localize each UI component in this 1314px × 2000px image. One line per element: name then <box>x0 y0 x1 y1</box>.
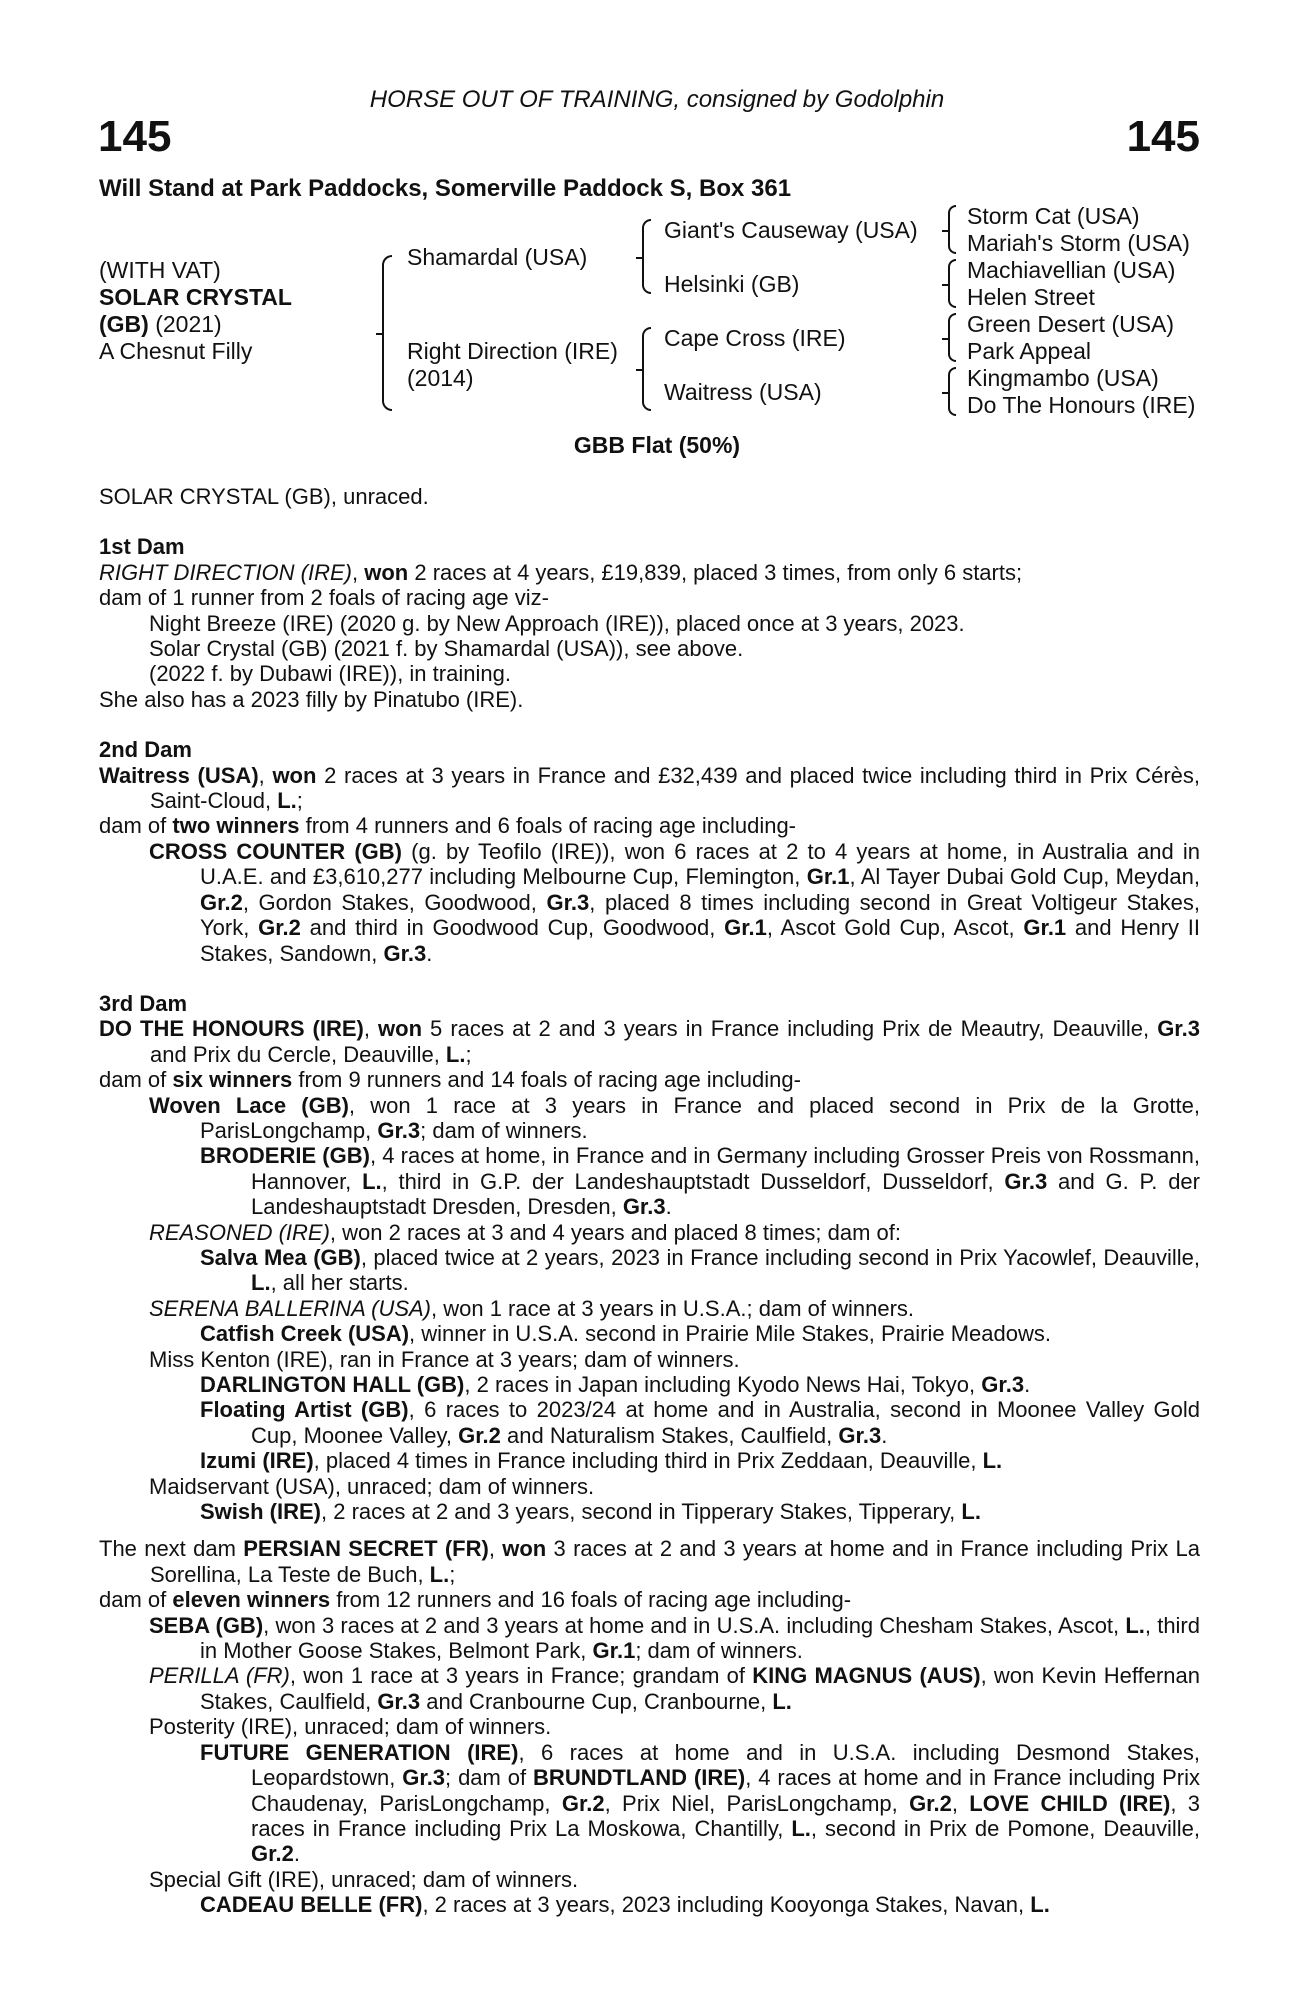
pedigree-paragraph <box>99 1448 1200 1473</box>
text: , winner in U.S.A. second in Prairie Mile Stakes, Prairie Meadows. <box>409 1321 1051 1347</box>
pedigree-dam-name: Right Direction (IRE) <box>407 338 618 364</box>
pedigree-gen3-5: Green Desert (USA) <box>967 311 1175 337</box>
bold-text: Gr.3 <box>1004 1168 1048 1194</box>
pedigree-gen2-3: Cape Cross (IRE) <box>664 325 846 351</box>
pedigree-gen3-1: Storm Cat (USA) <box>967 203 1140 229</box>
pedigree-paragraph <box>99 661 1200 686</box>
pedigree-gen3-4: Helen Street <box>967 284 1095 310</box>
pedigree-paragraph <box>99 1372 1200 1397</box>
text: 2 races at 3 years in France and £32,439 and placed twice including third in Prix Cérès, Saint-Cloud, <box>150 762 1200 814</box>
pedigree-paragraph <box>99 1143 1200 1219</box>
pedigree-paragraph <box>99 611 1200 636</box>
pedigree-gen2-2: Helsinki (GB) <box>664 271 800 297</box>
italic-text: RIGHT DIRECTION (IRE) <box>99 559 352 585</box>
bold-text: won <box>502 1536 547 1562</box>
bold-text: Gr.2 <box>258 915 301 941</box>
text: , Al Tayer Dubai Gold Cup, Meydan, <box>849 864 1200 890</box>
text: , placed 8 times including second in Great Voltigeur Stakes, York, <box>200 889 1200 941</box>
pedigree-paragraph <box>99 1714 1200 1739</box>
text: , third in Mother Goose Stakes, Belmont Park, <box>200 1612 1200 1664</box>
text: 2nd Dam <box>99 737 192 763</box>
pedigree-paragraph <box>99 1321 1200 1346</box>
pedigree-paragraph <box>99 1245 1200 1296</box>
italic-text: SERENA BALLERINA (USA) <box>149 1295 432 1321</box>
bold-text: CROSS COUNTER (GB) <box>149 838 402 864</box>
text: Posterity (IRE), unraced; dam of winners. <box>149 1714 552 1740</box>
pedigree-paragraph <box>99 1220 1200 1245</box>
pedigree-paragraph <box>99 1296 1200 1321</box>
bold-text: Floating Artist (GB) <box>200 1397 409 1423</box>
pedigree-paragraph <box>99 1016 1200 1067</box>
text: 3rd Dam <box>99 990 188 1016</box>
text: and Cranbourne Cup, Cranbourne, <box>420 1688 773 1714</box>
pedigree-gen3-3: Machiavellian (USA) <box>967 257 1176 283</box>
text: , 2 races at 3 years, 2023 including Kooyonga Stakes, Navan, <box>422 1892 1031 1918</box>
bold-text: L. <box>1030 1892 1050 1918</box>
bold-text: Gr.2 <box>909 1790 952 1816</box>
pedigree-paragraph <box>99 1093 1200 1144</box>
pedigree-gen3-7: Kingmambo (USA) <box>967 365 1159 391</box>
text: , <box>363 1016 379 1042</box>
vat-note: (WITH VAT) <box>99 257 221 283</box>
bold-text: Gr.3 <box>838 1422 882 1448</box>
text: , <box>352 559 365 585</box>
bold-text: Salva Mea (GB) <box>200 1244 361 1270</box>
pedigree-paragraph <box>99 1587 1200 1612</box>
bold-text: Gr.3 <box>546 889 590 915</box>
bold-text: Gr.2 <box>458 1422 501 1448</box>
bold-text: DO THE HONOURS (IRE) <box>99 1016 364 1042</box>
text: , won 1 race at 3 years in U.S.A.; dam of winners. <box>431 1295 915 1321</box>
bold-text: Gr.1 <box>724 915 767 941</box>
bold-text: SEBA (GB) <box>149 1612 264 1638</box>
text: Miss Kenton (IRE), ran in France at 3 years; dam of winners. <box>149 1346 740 1372</box>
text: and G. P. der Landeshauptstadt Dresden, Dresden, <box>251 1168 1200 1220</box>
bold-text: Gr.2 <box>561 1790 605 1816</box>
bold-text: Gr.3 <box>622 1194 666 1220</box>
bold-text: two winners <box>172 813 300 839</box>
bold-text: Gr.2 <box>251 1841 294 1867</box>
pedigree-paragraph <box>99 839 1200 966</box>
text: , <box>951 1790 970 1816</box>
pedigree-paragraph <box>99 585 1200 610</box>
text: ; dam of <box>445 1765 534 1791</box>
bold-text: Izumi (IRE) <box>200 1448 314 1474</box>
text: dam of <box>99 813 173 839</box>
bold-text: FUTURE GENERATION (IRE) <box>200 1739 519 1765</box>
bold-text: L. <box>791 1815 811 1841</box>
text: , placed twice at 2 years, 2023 in France including second in Prix Yacowlef, Deauville, <box>360 1244 1200 1270</box>
text: , 2 races at 2 and 3 years, second in Tipperary Stakes, Tipperary, <box>321 1499 962 1525</box>
pedigree-paragraph <box>99 1740 1200 1867</box>
text: dam of <box>99 1587 173 1613</box>
pedigree-gen2-4: Waitress (USA) <box>664 379 822 405</box>
bold-text: L. <box>277 788 297 814</box>
text: . <box>426 940 433 966</box>
bold-text: BRODERIE (GB) <box>200 1143 370 1169</box>
bold-text: Swish (IRE) <box>200 1499 322 1525</box>
text: , won 2 races at 3 and 4 years and placed 8 times; dam of: <box>329 1219 902 1245</box>
bold-text: won <box>272 762 317 788</box>
section-heading <box>99 737 1200 762</box>
text: Maidservant (USA), unraced; dam of winners. <box>149 1473 595 1499</box>
text: and Prix du Cercle, Deauville, <box>150 1041 446 1067</box>
text: and Henry II Stakes, Sandown, <box>200 915 1200 966</box>
brace-icon <box>948 313 956 362</box>
bold-text: L. <box>961 1499 981 1525</box>
pedigree-gen2-1: Giant's Causeway (USA) <box>664 217 918 243</box>
text: , Ascot Gold Cup, Ascot, <box>766 915 1024 941</box>
text: Night Breeze (IRE) (2020 g. by New Approach (IRE)), placed once at 3 years, 2023. <box>149 610 965 636</box>
text: ; <box>296 788 303 814</box>
bold-text: won <box>364 559 409 585</box>
bold-text: Waitress (USA) <box>99 762 259 788</box>
bold-text: won <box>378 1016 423 1042</box>
text: from 9 runners and 14 foals of racing age including- <box>292 1067 801 1093</box>
pedigree-gen3-2: Mariah's Storm (USA) <box>967 230 1190 256</box>
horse-origin: (GB) <box>99 311 149 337</box>
text: SOLAR CRYSTAL (GB), unraced. <box>99 484 429 509</box>
bold-text: DARLINGTON HALL (GB) <box>200 1372 465 1397</box>
brace-icon <box>948 259 956 308</box>
brace-icon <box>948 367 956 416</box>
bold-text: PERSIAN SECRET (FR) <box>243 1536 489 1562</box>
bold-text: L. <box>982 1448 1003 1474</box>
bold-text: L. <box>1125 1612 1145 1638</box>
bold-text: L. <box>429 1561 450 1587</box>
pedigree-paragraph <box>99 1067 1200 1092</box>
catalogue-body <box>99 484 1200 1918</box>
pedigree-paragraph <box>99 1474 1200 1499</box>
text: from 4 runners and 6 foals of racing age including- <box>299 813 797 839</box>
horse-description: A Chesnut Filly <box>99 338 253 364</box>
horse-year: (2021) <box>155 311 222 337</box>
text: dam of 1 runner from 2 foals of racing age viz- <box>99 585 549 611</box>
bold-text: Woven Lace (GB) <box>149 1092 349 1118</box>
brace-icon <box>382 255 392 411</box>
bold-text: Catfish Creek (USA) <box>200 1321 410 1347</box>
pedigree-paragraph <box>99 636 1200 661</box>
bold-text: Gr.3 <box>1157 1016 1200 1042</box>
pedigree-paragraph <box>99 560 1200 585</box>
bold-text: KING MAGNUS (AUS) <box>752 1663 981 1689</box>
text: , won 3 races at 2 and 3 years at home and in U.S.A. including Chesham Stakes, Ascot, <box>263 1612 1126 1638</box>
pedigree-dam <box>407 338 618 392</box>
text: 2 races at 4 years, £19,839, placed 3 times, from only 6 starts; <box>408 559 1023 585</box>
lot-number-right: 145 <box>1126 112 1200 161</box>
text: Special Gift (IRE), unraced; dam of winners. <box>149 1866 579 1892</box>
text: ; <box>449 1561 456 1587</box>
bold-text: L. <box>772 1688 792 1714</box>
bold-text: L. <box>445 1041 466 1067</box>
text: from 12 runners and 16 foals of racing age including- <box>330 1587 852 1613</box>
bold-text: six winners <box>172 1067 293 1093</box>
text: 3 races at 2 and 3 years at home and in France including Prix La Sorellina, La Teste de Buch, <box>150 1536 1200 1587</box>
horse-info <box>99 257 292 365</box>
text: dam of <box>99 1067 173 1093</box>
pedigree-gen3-8: Do The Honours (IRE) <box>967 392 1196 418</box>
text: , won Kevin Heffernan Stakes, Caulfield, <box>200 1663 1200 1714</box>
pedigree-paragraph <box>99 1499 1200 1524</box>
text: (2022 f. by Dubawi (IRE)), in training. <box>149 661 511 687</box>
text: , Gordon Stakes, Goodwood, <box>242 889 547 915</box>
text: ; dam of winners. <box>635 1638 803 1664</box>
bold-text: Gr.1 <box>806 864 850 890</box>
text: , <box>488 1536 503 1562</box>
bold-text: LOVE CHILD (IRE) <box>969 1790 1171 1816</box>
text: , 2 races in Japan including Kyodo News Hai, Tokyo, <box>464 1372 982 1397</box>
text: 1st Dam <box>99 534 185 560</box>
pedigree-paragraph <box>99 687 1200 712</box>
bold-text: eleven winners <box>172 1587 331 1613</box>
text: and Naturalism Stakes, Caulfield, <box>500 1422 839 1448</box>
pedigree-paragraph <box>99 484 1200 509</box>
section-heading <box>99 991 1200 1016</box>
bold-text: Gr.3 <box>383 940 427 966</box>
text: , placed 4 times in France including third in Prix Zeddaan, Deauville, <box>313 1448 983 1474</box>
text: (g. by Teofilo (IRE)), won 6 races at 2 to 4 years at home, in Australia and in U.A.E. and £3,610,277 including Melbourne Cup, Flemington, <box>200 838 1200 890</box>
text: , <box>258 762 273 788</box>
bold-text: Gr.2 <box>200 889 243 915</box>
pedigree-paragraph <box>99 763 1200 814</box>
text: and third in Goodwood Cup, Goodwood, <box>300 915 725 941</box>
italic-text: REASONED (IRE) <box>149 1219 330 1245</box>
lot-number-left: 145 <box>98 112 172 161</box>
text: . <box>1024 1372 1031 1397</box>
pedigree-paragraph <box>99 813 1200 838</box>
pedigree-paragraph <box>99 1347 1200 1372</box>
pedigree-paragraph <box>99 1867 1200 1892</box>
pedigree-sire: Shamardal (USA) <box>407 244 588 270</box>
italic-text: PERILLA (FR) <box>149 1663 290 1689</box>
text: 5 races at 2 and 3 years in France including Prix de Meautry, Deauville, <box>422 1016 1158 1042</box>
pedigree-gen3-6: Park Appeal <box>967 338 1092 364</box>
pedigree-paragraph <box>99 1613 1200 1664</box>
brace-icon <box>642 219 651 294</box>
brace-icon <box>948 205 956 254</box>
text: , all her starts. <box>270 1270 409 1296</box>
text: . <box>665 1194 672 1220</box>
horse-name: SOLAR CRYSTAL <box>99 284 292 310</box>
text: , won 1 race at 3 years in France; grandam of <box>289 1663 753 1689</box>
text: The next dam <box>99 1536 244 1562</box>
pedigree-paragraph <box>99 1892 1200 1917</box>
pedigree-paragraph <box>99 1663 1200 1714</box>
bold-text: L. <box>362 1168 382 1194</box>
text: , won 1 race at 3 years in France and placed second in Prix de la Grotte, ParisLongchamp, <box>200 1092 1200 1143</box>
brace-icon <box>642 327 651 411</box>
text: ; <box>465 1041 472 1067</box>
bold-text: Gr.3 <box>377 1688 421 1714</box>
bold-text: Gr.3 <box>402 1765 446 1791</box>
bold-text: Gr.1 <box>592 1638 636 1664</box>
bold-text: BRUNDTLAND (IRE) <box>533 1765 746 1791</box>
text: , 4 races at home, in France and in Germany including Grosser Preis von Rossmann, Hannover, <box>251 1143 1200 1194</box>
bold-text: Gr.1 <box>1023 915 1067 941</box>
text: ; dam of winners. <box>420 1117 588 1143</box>
text: , third in G.P. der Landeshauptstadt Dusseldorf, Dusseldorf, <box>381 1168 1005 1194</box>
text: , second in Prix de Pomone, Deauville, <box>810 1815 1200 1841</box>
text: , 6 races at home and in U.S.A. including Desmond Stakes, Leopardstown, <box>251 1739 1200 1791</box>
bold-text: Gr.3 <box>377 1117 421 1143</box>
text: She also has a 2023 filly by Pinatubo (IRE). <box>99 686 524 712</box>
text: Solar Crystal (GB) (2021 f. by Shamardal (USA)), see above. <box>149 636 744 662</box>
text: , 3 races in France including Prix La Moskowa, Chantilly, <box>251 1790 1200 1841</box>
text: . <box>293 1841 300 1867</box>
bold-text: CADEAU BELLE (FR) <box>200 1892 423 1918</box>
pedigree-paragraph <box>99 1397 1200 1448</box>
section-heading <box>99 534 1200 559</box>
pedigree-paragraph <box>99 1536 1200 1587</box>
consignor-banner: HORSE OUT OF TRAINING, consigned by Godolphin <box>369 86 945 113</box>
bold-text: Gr.3 <box>981 1372 1025 1397</box>
text: . <box>881 1422 888 1448</box>
stabling-location: Will Stand at Park Paddocks, Somerville Paddock S, Box 361 <box>99 175 792 202</box>
text: , Prix Niel, ParisLongchamp, <box>604 1790 910 1816</box>
bold-text: L. <box>251 1270 271 1296</box>
pedigree-dam-year: (2014) <box>407 365 474 391</box>
text: , 4 races at home and in France including Prix Chaudenay, ParisLongchamp, <box>251 1765 1201 1816</box>
text: , 6 races to 2023/24 at home and in Australia, second in Moonee Valley Gold Cup, Moonee Valley, <box>251 1397 1200 1448</box>
bonus-scheme: GBB Flat (50%) <box>573 432 741 458</box>
